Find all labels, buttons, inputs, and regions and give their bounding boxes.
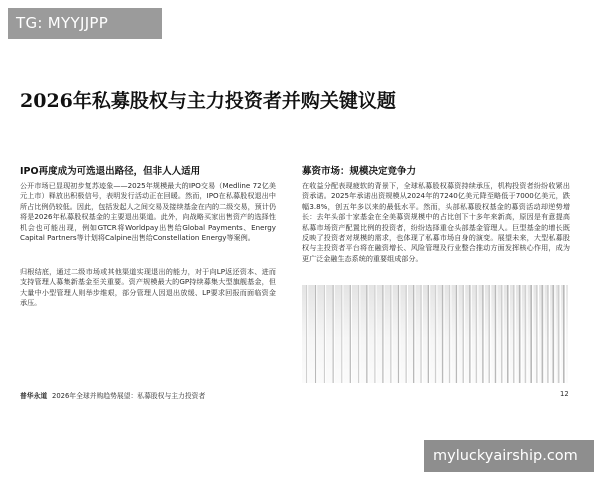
facade-fin bbox=[420, 285, 421, 383]
footer-brand: 普华永道 bbox=[20, 392, 48, 400]
facade-fin bbox=[358, 285, 359, 383]
facade-fin bbox=[382, 285, 383, 383]
facade-fin-highlight bbox=[484, 285, 485, 383]
facade-fin-highlight bbox=[457, 285, 458, 383]
facade-fin-highlight bbox=[503, 285, 504, 383]
facade-fin bbox=[525, 285, 527, 383]
facade-fin-highlight bbox=[392, 285, 393, 383]
facade-fin-highlight bbox=[490, 285, 491, 383]
facade-fin bbox=[519, 285, 521, 383]
watermark: myluckyairship.com bbox=[424, 440, 594, 472]
facade-fin bbox=[413, 285, 414, 383]
facade-fin bbox=[406, 285, 407, 383]
facade-fin bbox=[449, 285, 450, 383]
facade-fin-highlight bbox=[549, 285, 550, 383]
facade-fin-highlight bbox=[316, 285, 317, 383]
facade-fin bbox=[442, 285, 443, 383]
paragraph-ipo-1: 公开市场已显现初步复苏迹象——2025年规模最大的IPO交易（Medline 72亿美元上市）释放出积极信号，表明发行活动正在回暖。然而，IPO在私募股权退出中所占比例仍较低。因此，包括发起人之间交易及接续基金在内的二级交易，预计仍将是2026年私募股权基金的主要退出渠道。此外，向战略买家出售资产的选择性机会也可能出现，例如GTCR将Worldpay出售给Global Payments、Energy Capital Partners等计划将Calpine出售给Constellation Energy等案例。 bbox=[20, 181, 276, 243]
facade-fin-highlight bbox=[532, 285, 533, 383]
page-number: 12 bbox=[560, 390, 569, 398]
facade-fin-highlight bbox=[334, 285, 335, 383]
section-heading-fundraising: 募资市场：规模决定竞争力 bbox=[302, 166, 417, 177]
facade-fin-highlight bbox=[521, 285, 522, 383]
facade-fin bbox=[306, 285, 307, 383]
facade-fin-highlight bbox=[509, 285, 510, 383]
facade-fin-highlight bbox=[436, 285, 437, 383]
facade-fin-highlight bbox=[464, 285, 465, 383]
facade-fin-highlight bbox=[351, 285, 352, 383]
facade-fin-highlight bbox=[376, 285, 377, 383]
facade-fin-highlight bbox=[471, 285, 472, 383]
facade-fin bbox=[530, 285, 532, 383]
facade-fin-highlight bbox=[477, 285, 478, 383]
facade-fin bbox=[536, 285, 538, 383]
facade-fin bbox=[558, 285, 560, 383]
facade-fin bbox=[428, 285, 429, 383]
facade-fin-highlight bbox=[543, 285, 544, 383]
facade-fin bbox=[398, 285, 399, 383]
facade-fin bbox=[324, 285, 325, 383]
facade-fin-highlight bbox=[515, 285, 516, 383]
footer-report-title: 2026年全球并购趋势展望：私募股权与主力投资者 bbox=[52, 392, 206, 400]
facade-fin-highlight bbox=[554, 285, 555, 383]
facade-fin-highlight bbox=[560, 285, 561, 383]
facade-fin-highlight bbox=[450, 285, 451, 383]
building-facade-photo bbox=[302, 285, 568, 383]
facade-fin bbox=[350, 285, 351, 383]
facade-fin bbox=[476, 285, 478, 383]
facade-fin bbox=[501, 285, 503, 383]
facade-fin bbox=[553, 285, 555, 383]
facade-fin-highlight bbox=[399, 285, 400, 383]
facade-columns-graphic bbox=[302, 285, 568, 383]
facade-fin bbox=[315, 285, 316, 383]
facade-fin-highlight bbox=[307, 285, 308, 383]
facade-fin bbox=[563, 285, 565, 383]
paragraph-ipo-2: 归根结底，通过二级市场或其他渠道实现退出的能力，对于向LP返还资本、进而支持管理人募集新基金至关重要。资产规模最大的GP持续募集大型旗舰基金，但大量中小型管理人则举步维艰，部分管理人因退出放缓、LP要求回报而面临资金承压。 bbox=[20, 267, 276, 308]
facade-fin-highlight bbox=[342, 285, 343, 383]
facade-fin-highlight bbox=[429, 285, 430, 383]
facade-fin-highlight bbox=[538, 285, 539, 383]
facade-fin bbox=[482, 285, 484, 383]
facade-fin bbox=[463, 285, 465, 383]
facade-fin bbox=[542, 285, 544, 383]
facade-fin-highlight bbox=[422, 285, 423, 383]
facade-fin bbox=[507, 285, 509, 383]
facade-fin-highlight bbox=[359, 285, 360, 383]
facade-fin bbox=[366, 285, 367, 383]
facade-fin-highlight bbox=[443, 285, 444, 383]
facade-fin-highlight bbox=[384, 285, 385, 383]
facade-fin bbox=[495, 285, 497, 383]
facade-fin-highlight bbox=[526, 285, 527, 383]
page-title: 2026年私募股权与主力投资者并购关键议题 bbox=[20, 90, 396, 112]
paragraph-fundraising: 在收益分配表现疲软的背景下，全球私募股权募资持续承压，机构投资者纷纷收紧出资承诺。2025年承诺出资规模从2024年的7240亿美元降至略低于7000亿美元，跌幅3.8%，创五年多以来的最低水平。然而，头部私募股权基金的募资活动却逆势增长：去年头部十家基金在全美募资规模中的占比创下十多年来新高，原因是有意提高私募市场资产配置比例的投资者，纷纷选择重仓头部基金管理人。巨型基金的增长既反映了投资者对规模的需求，也体现了私募市场自身的演变。展望未来，大型私募股权与主投资者平台将在融资增长、风险管理及行业整合推动方面发挥核心作用，成为更广泛金融生态系统的重要组成部分。 bbox=[302, 181, 570, 263]
facade-fin bbox=[374, 285, 375, 383]
facade-fin-highlight bbox=[407, 285, 408, 383]
facade-fin bbox=[547, 285, 549, 383]
tag-badge: TG: MYYJJPP bbox=[8, 8, 162, 39]
facade-fin bbox=[333, 285, 334, 383]
facade-fin bbox=[435, 285, 436, 383]
facade-fin-highlight bbox=[496, 285, 497, 383]
facade-fin-highlight bbox=[325, 285, 326, 383]
facade-fin-highlight bbox=[414, 285, 415, 383]
facade-fin bbox=[456, 285, 457, 383]
facade-fin bbox=[390, 285, 391, 383]
facade-fin bbox=[513, 285, 515, 383]
facade-fin-highlight bbox=[565, 285, 566, 383]
section-heading-ipo: IPO再度成为可选退出路径，但非人人适用 bbox=[20, 166, 201, 177]
facade-fin bbox=[469, 285, 471, 383]
facade-fin bbox=[489, 285, 491, 383]
facade-fin-highlight bbox=[368, 285, 369, 383]
facade-fin bbox=[341, 285, 342, 383]
